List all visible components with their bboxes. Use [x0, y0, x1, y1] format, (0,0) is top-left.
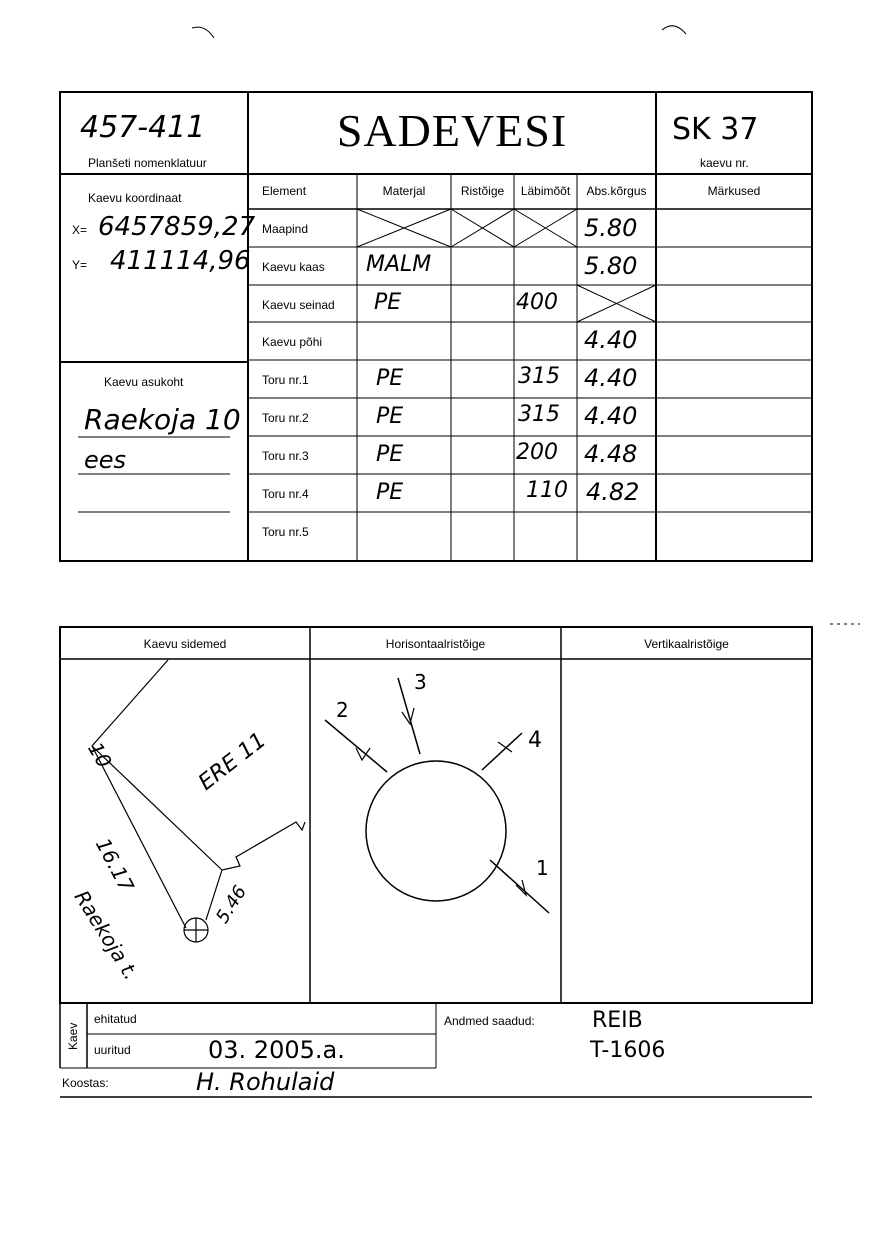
table-row-material: PE: [374, 290, 402, 315]
sketch-col2-label: Horisontaalristõige: [385, 637, 486, 651]
table-row-material: PE: [376, 480, 404, 505]
th-material: Materjal: [382, 184, 426, 198]
table-row-material: PE: [376, 404, 404, 429]
street-label: Raekoja t.: [69, 886, 144, 985]
table-row-material: PE: [376, 366, 404, 391]
table-row-element: Toru nr.1: [262, 373, 309, 387]
table-row-element: Toru nr.2: [262, 411, 309, 425]
page-title: SADEVESI: [336, 105, 568, 156]
table-row-element: Toru nr.5: [262, 525, 309, 539]
pipe-label-3: 3: [414, 670, 427, 694]
table-row-material: MALM: [366, 252, 432, 277]
table-row-abs: 4.48: [584, 440, 638, 468]
nomenclature-value: 457-411: [80, 110, 206, 145]
pipe-label-4: 4: [528, 728, 542, 753]
surveyed-value: 03. 2005.a.: [208, 1036, 345, 1064]
table-row-abs: 5.80: [584, 252, 638, 280]
data-source-value1: REIB: [592, 1008, 643, 1033]
location-line1: Raekoja 10: [84, 403, 241, 436]
th-diameter: Läbimõõt: [520, 184, 571, 198]
pipe-label-1: 1: [536, 856, 549, 880]
footer-side-label: Kaev: [66, 1022, 80, 1050]
location-line2: ees: [84, 446, 127, 474]
author-value: H. Rohulaid: [196, 1068, 335, 1096]
table-row-diameter: 200: [516, 440, 558, 465]
table-row-element: Kaevu seinad: [262, 298, 335, 312]
coord-y-prefix: Y=: [72, 258, 88, 272]
table-row-element: Maapind: [262, 222, 309, 236]
th-element: Element: [262, 184, 307, 198]
sketch-col1-label: Kaevu sidemed: [143, 637, 227, 651]
table-row-diameter: 315: [518, 364, 560, 389]
sketch-col3-label: Vertikaalristõige: [644, 637, 729, 651]
coord-x-prefix: X=: [72, 223, 88, 237]
installed-label: ehitatud: [94, 1012, 137, 1026]
table-row-abs: 4.40: [584, 326, 638, 354]
location-label: Kaevu asukoht: [104, 375, 184, 389]
table-row-diameter: 110: [526, 478, 568, 503]
data-source-value2: T-1606: [590, 1038, 666, 1063]
table-row-abs: 4.40: [584, 364, 638, 392]
table-row-abs: 4.40: [584, 402, 638, 430]
table-row-abs: 4.82: [586, 478, 640, 506]
author-label: Koostas:: [62, 1076, 109, 1090]
table-row-element: Kaevu kaas: [262, 260, 325, 274]
well-number-value: SK 37: [672, 112, 759, 147]
tie-distance-1617: 16.17: [90, 834, 139, 896]
tie-distance-10: 10: [83, 738, 117, 773]
table-row-element: Toru nr.4: [262, 487, 309, 501]
table-row-material: PE: [376, 442, 404, 467]
coord-x-value: 6457859,27: [98, 212, 256, 242]
data-source-label: Andmed saadud:: [444, 1014, 535, 1028]
nomenclature-label: Planšeti nomenklatuur: [88, 156, 207, 170]
th-abs-height: Abs.kõrgus: [586, 184, 647, 198]
coords-label: Kaevu koordinaat: [88, 191, 182, 205]
tie-distance-546: 5.46: [212, 882, 252, 928]
well-number-label: kaevu nr.: [700, 156, 749, 170]
building-label: ERE 11: [194, 727, 271, 796]
coord-y-value: 411114,96: [110, 246, 251, 276]
table-row-diameter: 315: [518, 402, 560, 427]
table-row-element: Kaevu põhi: [262, 335, 323, 349]
th-cross-section: Ristõige: [460, 184, 505, 198]
table-row-diameter: 400: [516, 290, 558, 315]
table-row-abs: 5.80: [584, 214, 638, 242]
surveyed-label: uuritud: [94, 1043, 131, 1057]
th-remarks: Märkused: [707, 184, 761, 198]
table-row-element: Toru nr.3: [262, 449, 309, 463]
pipe-label-2: 2: [336, 698, 349, 722]
